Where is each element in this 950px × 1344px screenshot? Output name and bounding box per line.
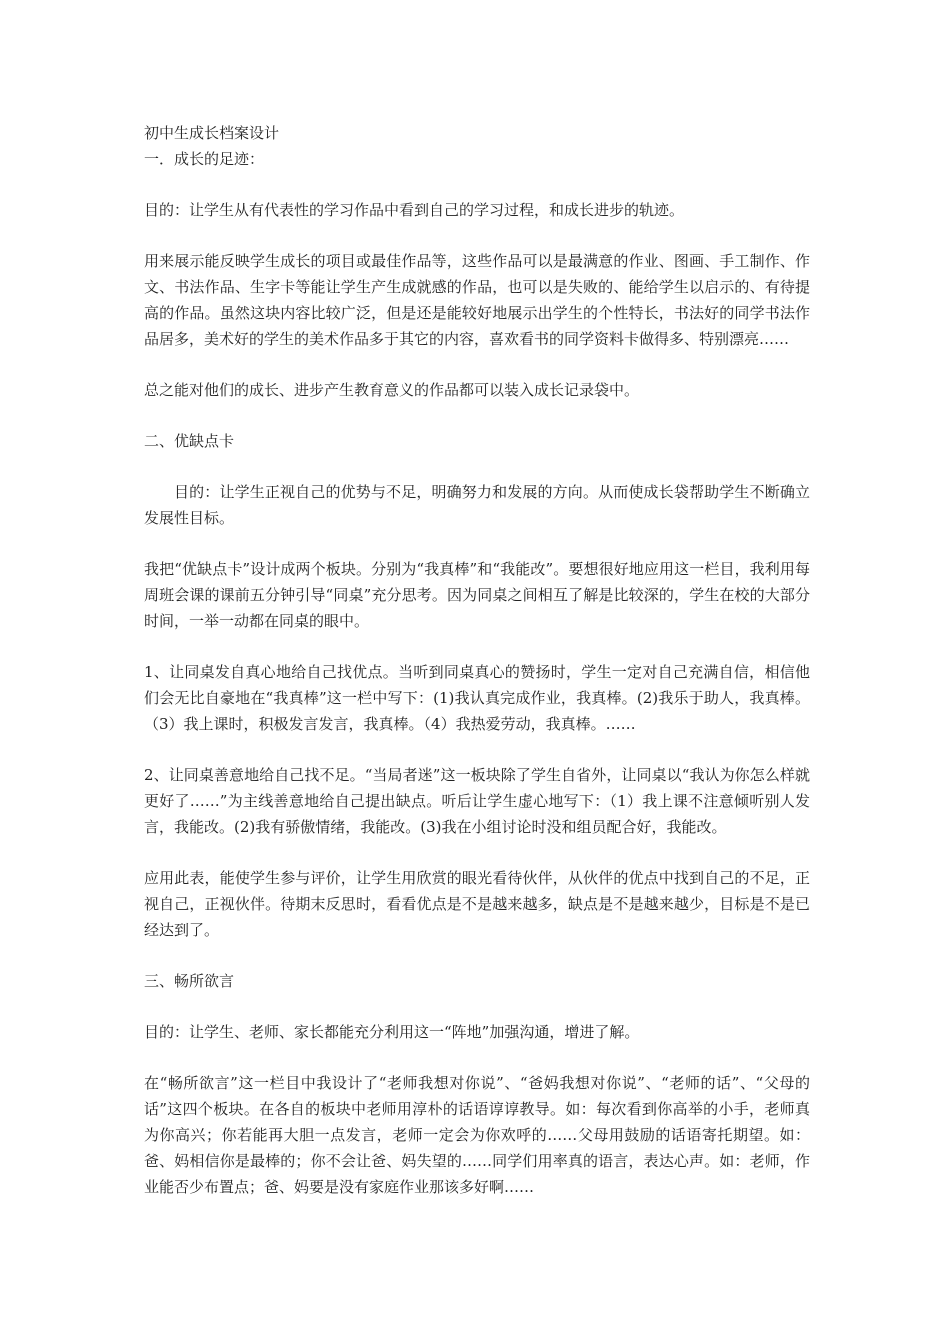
document-title: 初中生成长档案设计	[144, 124, 280, 142]
section1-heading: 一．成长的足迹：	[144, 150, 265, 168]
section2-point2: 2、让同桌善意地给自己找不足。“当局者迷”这一板块除了学生自省外，让同桌以“我认为你怎么样就更好了……”为主线善意地给自己提出缺点。听后让学生虚心地写下：（1）我上课不注意倾听别人发言，我能改。(2)我有骄傲情绪，我能改。(3)我在小组讨论时没和组员配合好，我能改。	[144, 766, 810, 836]
section2-conclusion: 应用此表，能使学生参与评价，让学生用欣赏的眼光看待伙伴，从伙伴的优点中找到自己的不足，正视自己，正视伙伴。待期末反思时，看看优点是不是越来越多，缺点是不是越来越少，目标是不是已经达到了。	[144, 869, 810, 939]
section1-purpose: 目的：让学生从有代表性的学习作品中看到自己的学习过程，和成长进步的轨迹。	[144, 201, 685, 219]
section2-purpose: 目的：让学生正视自己的优势与不足，明确努力和发展的方向。从而使成长袋帮助学生不断确立发展性目标。	[144, 483, 810, 527]
section3-heading: 三、畅所欲言	[144, 972, 235, 990]
section2-point1: 1、让同桌发自真心地给自己找优点。当听到同桌真心的赞扬时，学生一定对自己充满自信，相信他们会无比自豪地在“我真棒”这一栏中写下：(1)我认真完成作业，我真棒。(2)我乐于助人，我真棒。（3）我上课时，积极发言发言，我真棒。（4）我热爱劳动，我真棒。……	[144, 663, 810, 733]
document-body	[144, 120, 810, 1200]
section1-summary: 总之能对他们的成长、进步产生教育意义的作品都可以装入成长记录袋中。	[144, 381, 640, 399]
section2-heading: 二、优缺点卡	[144, 432, 235, 450]
section3-body: 在“畅所欲言”这一栏目中我设计了“老师我想对你说”、“爸妈我想对你说”、“老师的话”、“父母的话”这四个板块。在各自的板块中老师用淳朴的话语谆谆教导。如：每次看到你高举的小手，老师真为你高兴；你若能再大胆一点发言，老师一定会为你欢呼的……父母用鼓励的话语寄托期望。如：爸、妈相信你是最棒的；你不会让爸、妈失望的……同学们用率真的语言，表达心声。如：老师，作业能否少布置点；爸、妈要是没有家庭作业那该多好啊……	[144, 1074, 810, 1196]
section1-body: 用来展示能反映学生成长的项目或最佳作品等，这些作品可以是最满意的作业、图画、手工制作、作文、书法作品、生字卡等能让学生产生成就感的作品，也可以是失败的、能给学生以启示的、有待提高的作品。虽然这块内容比较广泛，但是还是能较好地展示出学生的个性特长，书法好的同学书法作品居多，美术好的学生的美术作品多于其它的内容，喜欢看书的同学资料卡做得多、特别漂亮……	[144, 252, 810, 348]
section2-intro: 我把“优缺点卡”设计成两个板块。分别为“我真棒”和“我能改”。要想很好地应用这一栏目，我利用每周班会课的课前五分钟引导“同桌”充分思考。因为同桌之间相互了解是比较深的，学生在校的大部分时间，一举一动都在同桌的眼中。	[144, 560, 810, 630]
section3-purpose: 目的：让学生、老师、家长都能充分利用这一“阵地”加强沟通，增进了解。	[144, 1023, 640, 1041]
